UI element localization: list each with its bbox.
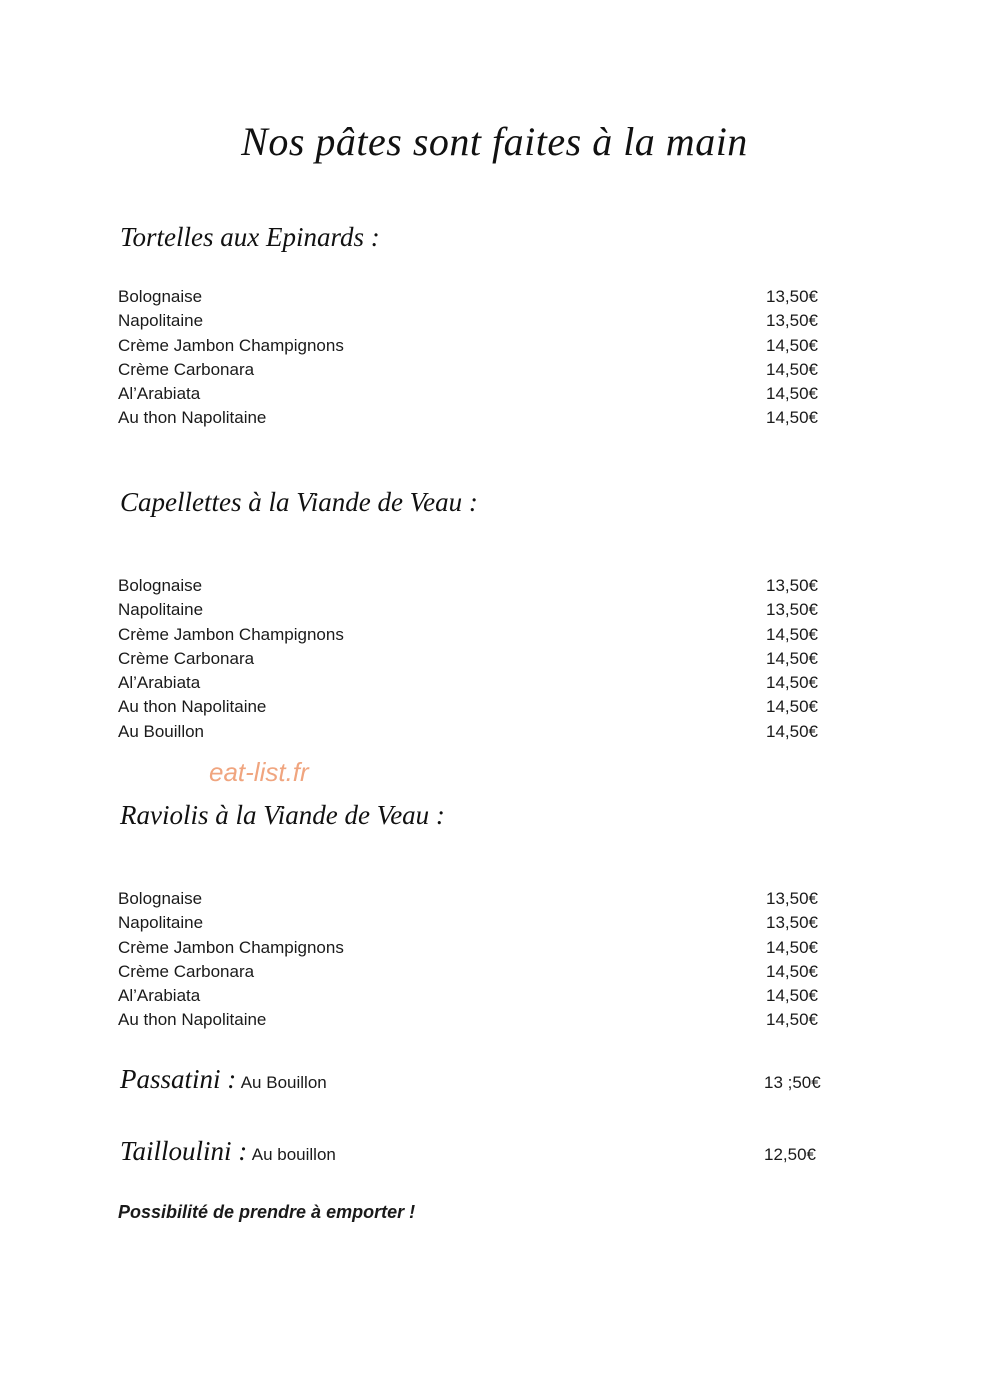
- item-name: Bolognaise: [118, 889, 203, 908]
- item-price: 14,50€: [766, 648, 818, 668]
- tailloulini-detail: Au bouillon: [251, 1145, 336, 1164]
- list-item: [118, 623, 828, 647]
- passatini-row: [120, 1064, 830, 1095]
- list-item: [118, 984, 828, 1008]
- menu-list-tortelles: [118, 285, 828, 431]
- item-price: 14,50€: [766, 359, 818, 379]
- list-item: [118, 309, 828, 333]
- list-item: [118, 887, 828, 911]
- list-item: [118, 647, 828, 671]
- item-name: Au Bouillon: [118, 721, 205, 741]
- list-item: [118, 720, 828, 744]
- tailloulini-title: Tailloulini :: [120, 1136, 248, 1166]
- item-price: 14,50€: [766, 673, 818, 693]
- passatini-price: 13 ;50€: [764, 1073, 821, 1092]
- item-name: Napolitaine: [118, 913, 204, 933]
- list-item: [118, 382, 828, 406]
- item-name: Bolognaise: [118, 576, 203, 595]
- item-price: 14,50€: [766, 1010, 818, 1030]
- item-price: 13,50€: [766, 600, 818, 620]
- item-name: Crème Jambon Champignons: [118, 937, 344, 957]
- item-price: 14,50€: [766, 408, 818, 428]
- item-name: Napolitaine: [118, 600, 204, 620]
- item-price: 14,50€: [766, 697, 818, 717]
- item-name: Napolitaine: [118, 311, 204, 331]
- item-price: 14,50€: [766, 624, 818, 644]
- item-name: Crème Carbonara: [118, 961, 255, 981]
- section-title-raviolis: Raviolis à la Viande de Veau :: [120, 800, 445, 830]
- item-name: Au thon Napolitaine: [118, 697, 267, 717]
- menu-list-capellettes: [118, 574, 828, 744]
- item-name: Crème Carbonara: [118, 648, 255, 668]
- list-item: [118, 334, 828, 358]
- list-item: [118, 911, 828, 935]
- item-price: 14,50€: [766, 986, 818, 1006]
- list-item: [118, 1008, 828, 1032]
- item-name: Bolognaise: [118, 287, 203, 306]
- list-item: [118, 358, 828, 382]
- item-name: Crème Carbonara: [118, 359, 255, 379]
- list-item: [118, 406, 828, 430]
- passatini-label: [120, 1064, 327, 1095]
- item-price: 14,50€: [766, 335, 818, 355]
- passatini-detail: Au Bouillon: [240, 1073, 327, 1092]
- item-name: Al’Arabiata: [118, 673, 201, 693]
- tailloulini-price: 12,50€: [764, 1145, 816, 1164]
- tailloulini-label: [120, 1136, 336, 1167]
- passatini-title: Passatini :: [120, 1064, 237, 1094]
- item-price: 13,50€: [766, 913, 818, 933]
- list-item: [118, 598, 828, 622]
- item-name: Al’Arabiata: [118, 986, 201, 1006]
- list-item: [118, 574, 828, 598]
- list-item: [118, 695, 828, 719]
- section-title-capellettes: Capellettes à la Viande de Veau :: [120, 487, 478, 517]
- list-item: [118, 671, 828, 695]
- item-price: 13,50€: [766, 287, 818, 306]
- page-title: Nos pâtes sont faites à la main: [241, 119, 748, 164]
- watermark: eat-list.fr: [209, 757, 309, 787]
- takeaway-note: Possibilité de prendre à emporter !: [118, 1202, 416, 1222]
- item-price: 14,50€: [766, 721, 818, 741]
- item-price: 14,50€: [766, 384, 818, 404]
- item-price: 13,50€: [766, 311, 818, 331]
- item-name: Crème Jambon Champignons: [118, 624, 344, 644]
- list-item: [118, 285, 828, 309]
- item-price: 13,50€: [766, 889, 818, 908]
- item-price: 14,50€: [766, 961, 818, 981]
- section-title-tortelles: Tortelles aux Epinards :: [120, 222, 380, 252]
- item-price: 14,50€: [766, 937, 818, 957]
- item-price: 13,50€: [766, 576, 818, 595]
- list-item: [118, 936, 828, 960]
- item-name: Au thon Napolitaine: [118, 408, 267, 428]
- tailloulini-row: [120, 1136, 830, 1167]
- item-name: Al’Arabiata: [118, 384, 201, 404]
- menu-list-raviolis: [118, 887, 828, 1033]
- item-name: Au thon Napolitaine: [118, 1010, 267, 1030]
- list-item: [118, 960, 828, 984]
- item-name: Crème Jambon Champignons: [118, 335, 344, 355]
